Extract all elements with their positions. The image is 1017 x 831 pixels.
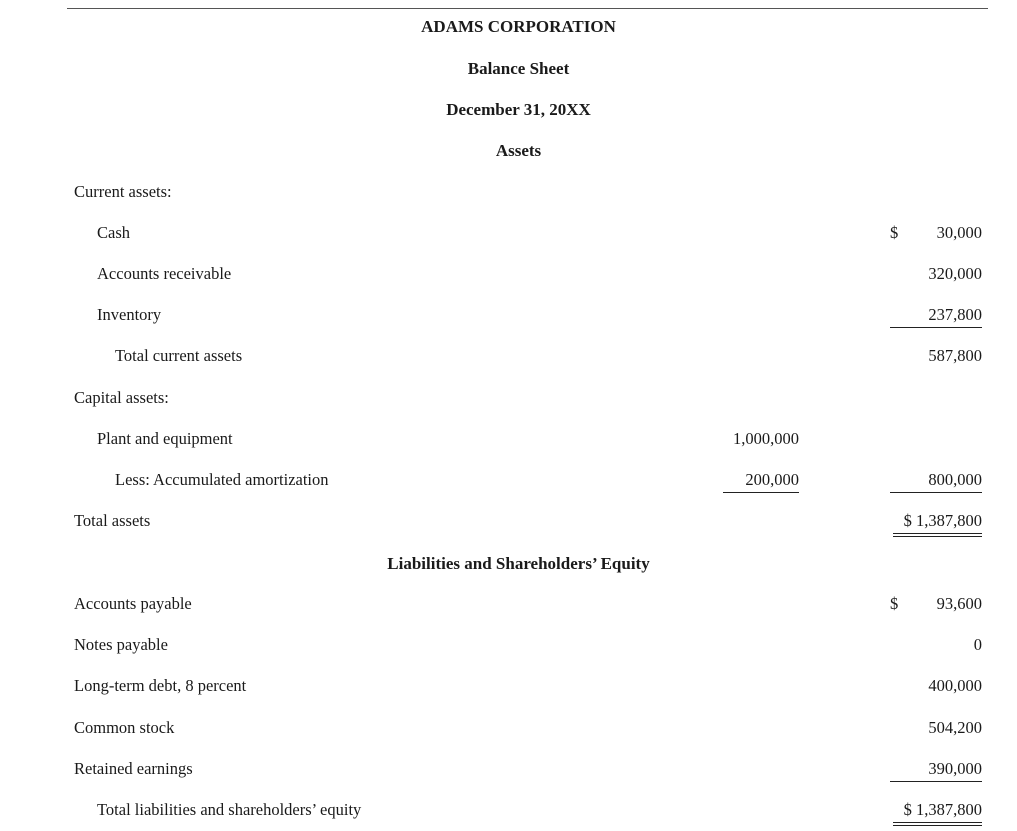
total-liabilities-double-underline: [893, 822, 982, 826]
plant-row: [0, 428, 1017, 450]
inventory-label: Inventory: [97, 305, 162, 324]
statement-title: Balance Sheet: [467, 59, 570, 78]
payable-row: [0, 593, 1017, 615]
stock-amount: 504,200: [928, 718, 982, 737]
debt-amount: 400,000: [928, 676, 982, 695]
total-liabilities-label: Total liabilities and shareholders’ equity: [97, 800, 362, 819]
plant-label: Plant and equipment: [97, 429, 233, 448]
capital-assets-label: Capital assets:: [74, 388, 169, 407]
payable-label: Accounts payable: [74, 594, 192, 613]
debt-label: Long-term debt, 8 percent: [74, 676, 247, 695]
cash-amount: 30,000: [936, 223, 982, 242]
amortization-underline: [723, 492, 799, 493]
receivable-label: Accounts receivable: [97, 264, 232, 283]
payable-currency: $: [890, 594, 899, 613]
plant-amount: 1,000,000: [733, 429, 799, 448]
payable-amount: 93,600: [936, 594, 982, 613]
stock-label: Common stock: [74, 718, 175, 737]
receivable-amount: 320,000: [928, 264, 982, 283]
inventory-row: [0, 304, 1017, 326]
liabilities-heading: Liabilities and Shareholders’ Equity: [387, 554, 650, 573]
inventory-underline: [890, 327, 982, 328]
total-assets-row: [0, 510, 1017, 532]
total-liabilities-amount: $ 1,387,800: [903, 800, 982, 819]
cash-label: Cash: [97, 223, 130, 242]
total-assets-double-underline: [893, 533, 982, 537]
receivable-row: [0, 263, 1017, 285]
total-current-amount: 587,800: [928, 346, 982, 365]
stock-row: [0, 717, 1017, 739]
retained-row: [0, 758, 1017, 780]
amortization-label: Less: Accumulated amortization: [115, 470, 329, 489]
statement-date: December 31, 20XX: [446, 100, 591, 119]
net-capital-underline: [890, 492, 982, 493]
net-capital-amount: 800,000: [928, 470, 982, 489]
cash-row: [0, 222, 1017, 244]
capital-assets-row: [0, 387, 1017, 409]
total-current-label: Total current assets: [115, 346, 243, 365]
amortization-row: [0, 469, 1017, 491]
company-name: ADAMS CORPORATION: [421, 17, 616, 36]
notes-row: [0, 634, 1017, 656]
retained-label: Retained earnings: [74, 759, 193, 778]
top-rule: [67, 8, 988, 9]
assets-heading: Assets: [495, 141, 542, 160]
total-assets-label: Total assets: [74, 511, 151, 530]
current-assets-row: [0, 181, 1017, 203]
total-assets-amount: $ 1,387,800: [903, 511, 982, 530]
amortization-amount: 200,000: [745, 470, 799, 489]
total-liabilities-row: [0, 799, 1017, 821]
notes-amount: 0: [973, 635, 982, 654]
inventory-amount: 237,800: [928, 305, 982, 324]
cash-currency: $: [890, 223, 899, 242]
current-assets-label: Current assets:: [74, 182, 172, 201]
retained-amount: 390,000: [928, 759, 982, 778]
notes-label: Notes payable: [74, 635, 168, 654]
debt-row: [0, 675, 1017, 697]
retained-underline: [890, 781, 982, 782]
total-current-row: [0, 345, 1017, 367]
